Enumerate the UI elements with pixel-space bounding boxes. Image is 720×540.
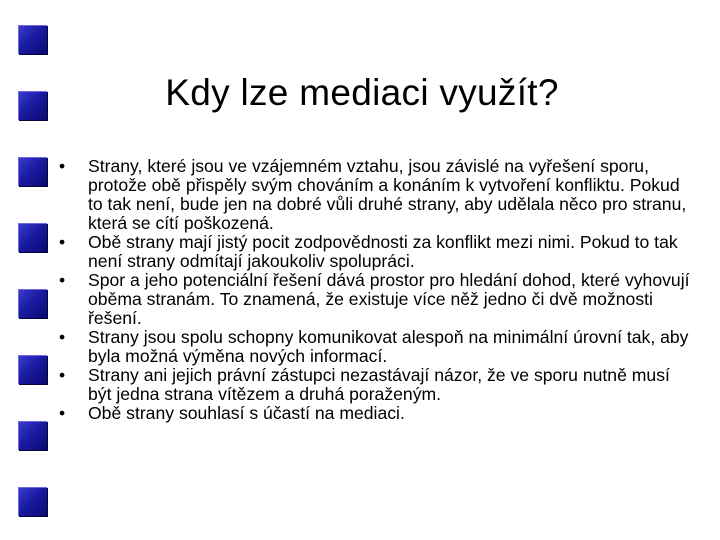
bullet-marker: •: [59, 365, 66, 385]
decorative-square: [18, 223, 47, 252]
bullet-marker: •: [59, 403, 66, 423]
bullet-text: Obě strany mají jistý pocit zodpovědnosti za konflikt mezi nimi. Pokud to tak není strany odmítají jakoukoliv spolupráci.: [88, 232, 678, 271]
bullet-marker: •: [59, 327, 66, 347]
bullet-list: [58, 157, 698, 423]
bullet-text: Obě strany souhlasí s účastí na mediaci.: [88, 403, 405, 423]
bullet-item: [58, 404, 698, 423]
bullet-item: [58, 233, 698, 271]
bullet-text: Strany jsou spolu schopny komunikovat alespoň na minimální úrovní tak, aby byla možná výměna nových informací.: [88, 327, 689, 366]
bullet-item: [58, 271, 698, 328]
bullet-item: [58, 328, 698, 366]
decorative-square: [18, 157, 47, 186]
bullet-marker: •: [59, 156, 66, 176]
slide-title: Kdy lze mediaci využít?: [165, 72, 559, 113]
decorative-square: [18, 25, 47, 54]
decorative-square: [18, 421, 47, 450]
bullet-item: [58, 157, 698, 233]
decorative-square: [18, 355, 47, 384]
bullet-item: [58, 366, 698, 404]
bullet-text: Strany, které jsou ve vzájemném vztahu, jsou závislé na vyřešení sporu, protože obě přispěly svým chováním a konáním k vytvoření konfliktu. Pokud to tak není, bude jen na dobré vůli druhé strany, aby udělala něco pro stranu, která se cítí poškozená.: [88, 156, 687, 233]
bullet-marker: •: [59, 232, 66, 252]
decorative-square: [18, 289, 47, 318]
bullet-text: Spor a jeho potenciální řešení dává prostor pro hledání dohod, které vyhovují oběma stranám. To znamená, že existuje více něž jedno či dvě možnosti řešení.: [88, 270, 690, 328]
decorative-square: [18, 487, 47, 516]
bullet-text: Strany ani jejich právní zástupci nezastávají názor, že ve sporu nutně musí být jedna strana vítězem a druhá poraženým.: [88, 365, 670, 404]
bullet-marker: •: [59, 270, 66, 290]
